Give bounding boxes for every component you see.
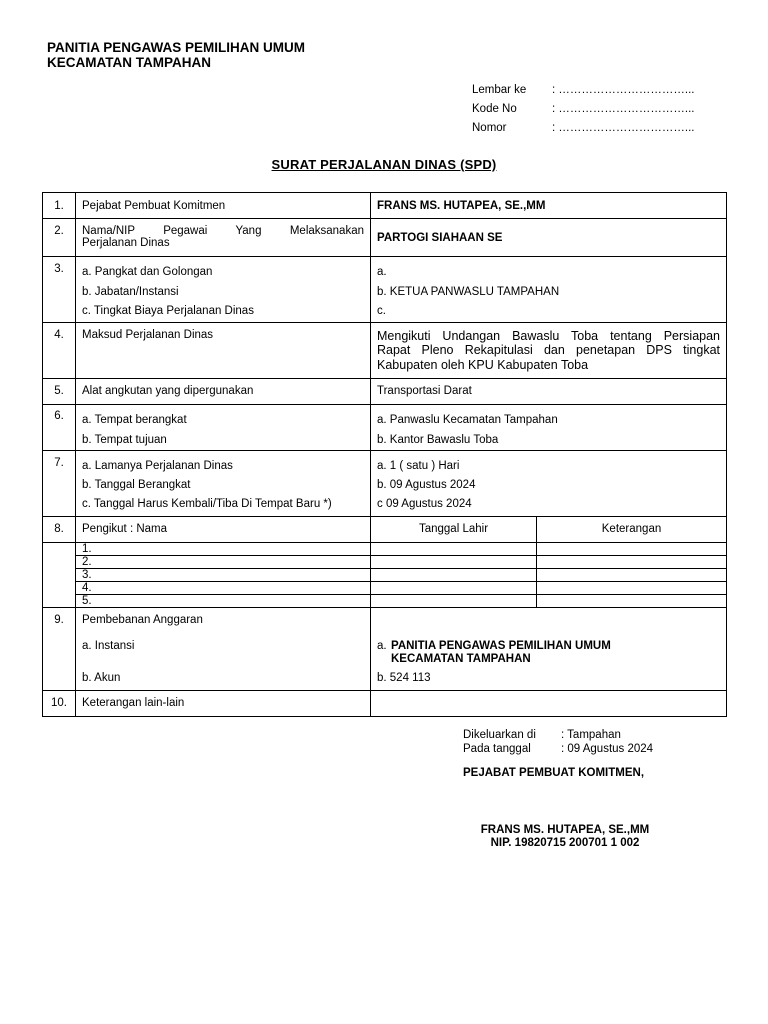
follower-notes (537, 542, 727, 555)
row-number: 3. (43, 257, 76, 323)
follower-name: 1. (76, 542, 371, 555)
follower-birthdate (371, 581, 537, 594)
row-label (76, 607, 371, 690)
row-label: Pengikut : Nama (76, 516, 371, 542)
row-value-line: c. (377, 305, 386, 317)
signatory-title: PEJABAT PEMBUAT KOMITMEN, (463, 767, 645, 779)
document-title: SURAT PERJALANAN DINAS (SPD) (271, 157, 497, 172)
column-header-birthdate: Tanggal Lahir (371, 516, 537, 542)
row-label (76, 404, 371, 450)
row-number: 9. (43, 607, 76, 690)
signatory-block (455, 824, 675, 850)
row-value-line: a. Panwaslu Kecamatan Tampahan (377, 413, 558, 426)
row-label-line: a. Instansi (82, 639, 135, 652)
row-label-line: b. Tanggal Berangkat (82, 478, 191, 491)
meta-number-row (472, 119, 694, 138)
row-label (76, 219, 371, 257)
row-label-line: c. Tanggal Harus Kembali/Tiba Di Tempat Baru *) (82, 497, 332, 510)
row-value-line: b. Kantor Bawaslu Toba (377, 433, 499, 446)
follower-name: 2. (76, 555, 371, 568)
row-value: Transportasi Darat (371, 378, 727, 404)
follower-row (43, 594, 727, 607)
follower-row (43, 555, 727, 568)
row-label-line: b. Jabatan/Instansi (82, 285, 179, 298)
row-value (371, 607, 727, 690)
follower-notes (537, 568, 727, 581)
table-row (43, 690, 727, 716)
budget-agency-prefix: a. (377, 639, 387, 652)
issue-place-row (463, 728, 653, 742)
meta-label: Kode No (472, 103, 517, 115)
row-label (76, 257, 371, 323)
row-number: 2. (43, 219, 76, 257)
issue-place-value: : Tampahan (561, 729, 621, 741)
budget-agency-line: PANITIA PENGAWAS PEMILIHAN UMUM (391, 639, 611, 652)
follower-row (43, 581, 727, 594)
follower-row (43, 542, 727, 555)
issue-info (463, 728, 653, 756)
document-meta (472, 81, 694, 138)
meta-value: : ……………………………... (552, 84, 695, 96)
follower-name: 3. (76, 568, 371, 581)
follower-birthdate (371, 594, 537, 607)
row-value: PARTOGI SIAHAAN SE (371, 219, 727, 257)
row-value-line: a. (377, 266, 387, 278)
row-number: 5. (43, 378, 76, 404)
table-row (43, 322, 727, 378)
row-label: Pejabat Pembuat Komitmen (76, 193, 371, 219)
row-value (371, 257, 727, 323)
row-value (371, 404, 727, 450)
row-label (76, 450, 371, 516)
organization-header (47, 40, 305, 70)
signatory-name: FRANS MS. HUTAPEA, SE.,MM (480, 824, 650, 836)
row-label-line: b. Tempat tujuan (82, 433, 167, 446)
org-name-line1: PANITIA PENGAWAS PEMILIHAN UMUM (47, 40, 306, 55)
row-label-line: Nama/NIP Pegawai Yang Melaksanakan (82, 225, 364, 237)
row-number: 10. (43, 690, 76, 716)
row-label-line: Perjalanan Dinas (82, 237, 170, 249)
budget-agency-line: KECAMATAN TAMPAHAN (391, 652, 531, 665)
row-value-line: c 09 Agustus 2024 (377, 497, 472, 510)
signatory-nip: NIP. 19820715 200701 1 002 (490, 837, 640, 849)
table-row (43, 450, 727, 516)
follower-birthdate (371, 555, 537, 568)
meta-label: Lembar ke (472, 84, 527, 96)
row-value: FRANS MS. HUTAPEA, SE.,MM (371, 193, 727, 219)
issue-date-value: : 09 Agustus 2024 (561, 743, 654, 755)
issue-date-label: Pada tanggal (463, 743, 531, 755)
table-row (43, 193, 727, 219)
follower-name: 4. (76, 581, 371, 594)
follower-row (43, 568, 727, 581)
spd-table (42, 192, 727, 717)
row-value-line: b. 524 113 (377, 671, 431, 684)
row-label: Alat angkutan yang dipergunakan (76, 378, 371, 404)
org-name-line2: KECAMATAN TAMPAHAN (47, 55, 211, 70)
row-number: 8. (43, 516, 76, 542)
table-row (43, 404, 727, 450)
table-row (43, 607, 727, 690)
row-label-line: c. Tingkat Biaya Perjalanan Dinas (82, 305, 254, 317)
row-number: 1. (43, 193, 76, 219)
row-number: 4. (43, 322, 76, 378)
row-label: Keterangan lain-lain (76, 690, 371, 716)
row-value (371, 450, 727, 516)
follower-number-blank (43, 542, 76, 607)
follower-name: 5. (76, 594, 371, 607)
row-label-line: a. Lamanya Perjalanan Dinas (82, 459, 233, 472)
table-row (43, 516, 727, 542)
row-number: 6. (43, 404, 76, 450)
row-value (371, 322, 727, 378)
row-value-line: a. 1 ( satu ) Hari (377, 459, 460, 472)
issue-date-row (463, 742, 653, 756)
row-value-line: Mengikuti Undangan Bawaslu Toba tentang Persiapan (377, 328, 720, 343)
budget-agency (377, 640, 720, 672)
issue-place-label: Dikeluarkan di (463, 729, 536, 741)
row-value-line: b. KETUA PANWASLU TAMPAHAN (377, 285, 560, 298)
meta-value: : ……………………………... (552, 103, 695, 115)
row-label-line: a. Pangkat dan Golongan (82, 266, 213, 278)
row-number: 7. (43, 450, 76, 516)
row-value-line: Rapat Pleno Rekapitulasi dan penetapan DPS tingkat (377, 343, 720, 357)
table-row (43, 378, 727, 404)
row-value (371, 690, 727, 716)
row-label-line: b. Akun (82, 671, 121, 684)
follower-notes (537, 594, 727, 607)
follower-birthdate (371, 542, 537, 555)
follower-notes (537, 555, 727, 568)
row-label-line: Pembebanan Anggaran (82, 613, 203, 626)
meta-sheet-row (472, 81, 694, 100)
meta-code-row (472, 100, 694, 119)
column-header-notes: Keterangan (537, 516, 727, 542)
meta-value: : ……………………………... (552, 122, 695, 134)
row-label: Maksud Perjalanan Dinas (76, 322, 371, 378)
row-value-line: Kabupaten oleh KPU Kabupaten Toba (377, 357, 589, 372)
row-value-line: b. 09 Agustus 2024 (377, 478, 476, 491)
meta-label: Nomor (472, 122, 507, 134)
follower-birthdate (371, 568, 537, 581)
follower-notes (537, 581, 727, 594)
table-row (43, 219, 727, 257)
row-label-line: a. Tempat berangkat (82, 413, 187, 426)
budget-agency-name (391, 640, 611, 672)
table-row (43, 257, 727, 323)
